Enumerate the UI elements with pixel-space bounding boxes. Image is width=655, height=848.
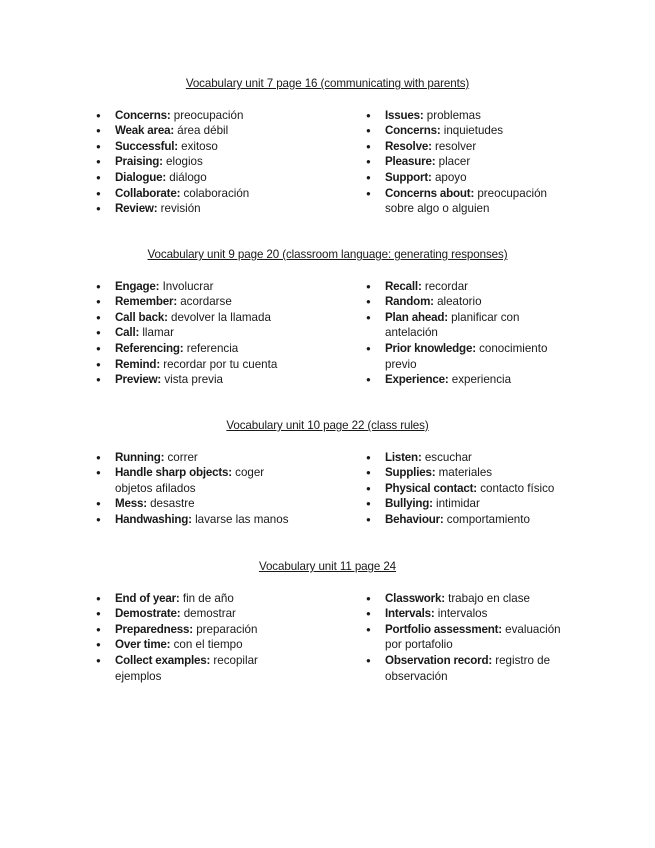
vocab-term: Call: [115, 326, 140, 340]
vocab-item [385, 372, 575, 388]
vocab-translation: devolver la llamada [171, 310, 271, 324]
vocab-term: Classwork: [385, 591, 445, 605]
vocab-translation: intimidar [436, 497, 480, 511]
vocab-item [385, 606, 575, 622]
vocab-columns [0, 108, 655, 216]
vocab-item [115, 123, 355, 139]
vocab-item [385, 481, 585, 497]
section-unit-11 [0, 559, 655, 683]
vocab-term: Bullying: [385, 497, 433, 511]
vocab-item [385, 465, 575, 481]
vocab-term: Engage: [115, 279, 160, 293]
vocab-item [385, 170, 575, 186]
vocab-item [115, 357, 355, 373]
vocab-item [115, 496, 355, 512]
vocab-translation: diálogo [169, 170, 207, 184]
section-title: Vocabulary unit 7 page 16 (communicating with parents) [185, 77, 470, 90]
vocab-term: Preview: [115, 373, 162, 387]
vocab-term: Call back: [115, 310, 168, 324]
vocab-term: Behaviour: [385, 512, 444, 526]
vocab-list-left [115, 450, 355, 528]
vocab-item [385, 496, 575, 512]
vocab-translation: preocupación [173, 108, 244, 122]
vocab-translation: fin de año [182, 591, 234, 605]
vocab-term: Weak area: [115, 124, 175, 138]
vocab-list-right [385, 279, 575, 388]
vocab-translation: placer [438, 155, 471, 169]
vocab-term: Concerns: [385, 124, 441, 138]
vocab-term: Mess: [115, 497, 147, 511]
vocab-translation: elogios [166, 155, 203, 169]
vocab-term: Plan ahead: [385, 310, 448, 324]
vocab-translation: conocimiento previo [385, 341, 548, 371]
vocab-term: Listen: [385, 450, 422, 464]
vocab-item [115, 294, 355, 310]
vocab-item [115, 512, 355, 528]
vocab-term: Demostrate: [115, 607, 181, 621]
vocab-term: Remind: [115, 357, 160, 371]
vocab-term: Support: [385, 170, 432, 184]
vocab-translation: área débil [177, 124, 229, 138]
vocab-translation: recordar [424, 279, 469, 293]
vocab-term: Random: [385, 295, 434, 309]
vocab-term: End of year: [115, 591, 180, 605]
vocab-list-left [115, 108, 355, 217]
section-unit-7 [0, 76, 655, 216]
vocab-term: Over time: [115, 638, 171, 652]
vocab-item [115, 201, 355, 217]
vocab-item [385, 108, 575, 124]
vocab-list-left [115, 591, 355, 685]
vocab-translation: exitoso [181, 139, 218, 153]
vocab-item [115, 279, 355, 295]
vocab-term: Praising: [115, 155, 163, 169]
vocab-term: Referencing: [115, 341, 184, 355]
vocab-translation: trabajo en clase [448, 591, 530, 605]
vocab-list-left [115, 279, 355, 388]
vocab-term: Experience: [385, 373, 449, 387]
vocab-translation: Involucrar [162, 279, 214, 293]
vocab-translation: intervalos [437, 607, 488, 621]
vocab-term: Supplies: [385, 466, 436, 480]
vocab-term: Pleasure: [385, 155, 436, 169]
vocab-translation: colaboración [183, 186, 250, 200]
vocab-translation: problemas [426, 108, 481, 122]
vocab-item [115, 154, 355, 170]
section-title: Vocabulary unit 10 page 22 (class rules) [226, 419, 429, 432]
vocab-translation: lavarse las manos [195, 512, 289, 526]
vocab-item [385, 591, 575, 607]
vocab-item [385, 653, 575, 684]
vocab-item [385, 294, 575, 310]
vocab-translation: apoyo [434, 170, 467, 184]
vocab-item [115, 139, 355, 155]
vocab-translation: vista previa [164, 373, 223, 387]
vocab-term: Concerns about: [385, 186, 475, 200]
vocab-list-right [385, 591, 575, 685]
section-title: Vocabulary unit 9 page 20 (classroom language: generating responses) [147, 248, 508, 261]
vocab-translation: coger objetos afilados [115, 466, 265, 495]
vocab-item [115, 341, 355, 357]
vocab-translation: evaluación por portafolio [385, 622, 561, 652]
vocab-translation: resolver [434, 139, 477, 153]
vocab-item [115, 606, 355, 622]
section-unit-9 [0, 247, 655, 387]
vocab-item [385, 139, 575, 155]
vocab-translation: llamar [142, 326, 174, 340]
vocab-item [115, 170, 355, 186]
vocab-translation: preocupación sobre algo o alguien [385, 186, 547, 216]
vocab-translation: recordar por tu cuenta [163, 357, 278, 371]
vocab-item [115, 591, 355, 607]
vocab-translation: recopilar ejemplos [115, 653, 258, 683]
vocab-list-right [385, 108, 575, 217]
vocab-term: Review: [115, 202, 158, 216]
vocab-item [115, 372, 355, 388]
vocab-item [115, 622, 355, 638]
vocab-term: Physical contact: [385, 481, 477, 495]
section-title: Vocabulary unit 11 page 24 [258, 560, 397, 573]
vocab-translation: con el tiempo [173, 638, 243, 652]
vocab-term: Successful: [115, 139, 178, 153]
vocab-term: Recall: [385, 279, 422, 293]
vocab-item [385, 310, 575, 341]
vocab-translation: demostrar [183, 607, 236, 621]
vocab-item [115, 465, 285, 496]
vocab-translation: preparación [196, 622, 258, 636]
vocab-item [115, 186, 355, 202]
vocab-term: Concerns: [115, 108, 171, 122]
vocab-item [115, 637, 355, 653]
vocab-translation: aleatorio [437, 295, 482, 309]
vocab-item [115, 108, 355, 124]
vocab-item [385, 123, 575, 139]
vocab-list-right [385, 450, 575, 528]
vocab-term: Prior knowledge: [385, 341, 476, 355]
vocab-translation: escuchar [424, 450, 472, 464]
vocab-item [385, 622, 575, 653]
vocab-columns [0, 450, 655, 526]
vocab-item [115, 653, 285, 684]
vocab-translation: referencia [186, 341, 239, 355]
vocab-translation: correr [167, 450, 198, 464]
vocab-term: Handle sharp objects: [115, 466, 232, 480]
vocab-term: Dialogue: [115, 170, 167, 184]
vocab-translation: desastre [150, 497, 195, 511]
vocab-term: Portfolio assessment: [385, 622, 502, 636]
vocab-translation: acordarse [180, 295, 232, 309]
vocab-translation: planificar con antelación [385, 310, 520, 340]
vocab-item [385, 450, 575, 466]
vocab-item [115, 325, 355, 341]
vocab-item [385, 279, 575, 295]
vocab-item [115, 310, 355, 326]
vocab-translation: contacto físico [480, 481, 555, 495]
vocab-columns [0, 279, 655, 387]
vocab-term: Intervals: [385, 607, 435, 621]
vocab-term: Issues: [385, 108, 424, 122]
vocab-columns [0, 591, 655, 683]
vocab-translation: inquietudes [443, 124, 504, 138]
vocab-term: Collaborate: [115, 186, 181, 200]
vocab-item [385, 154, 575, 170]
vocab-term: Collect examples: [115, 653, 211, 667]
vocab-term: Handwashing: [115, 512, 192, 526]
vocab-item [385, 512, 575, 528]
vocab-translation: materiales [438, 466, 493, 480]
vocab-item [385, 186, 575, 217]
vocab-item [115, 450, 355, 466]
vocab-translation: comportamiento [446, 512, 530, 526]
vocab-term: Resolve: [385, 139, 432, 153]
vocab-translation: revisión [160, 202, 201, 216]
vocab-item [385, 341, 575, 372]
vocab-term: Running: [115, 450, 165, 464]
vocab-term: Observation record: [385, 653, 493, 667]
vocab-translation: experiencia [451, 373, 512, 387]
vocab-term: Preparedness: [115, 622, 193, 636]
vocab-translation: registro de observación [385, 653, 551, 683]
section-unit-10 [0, 418, 655, 526]
vocab-term: Remember: [115, 295, 177, 309]
